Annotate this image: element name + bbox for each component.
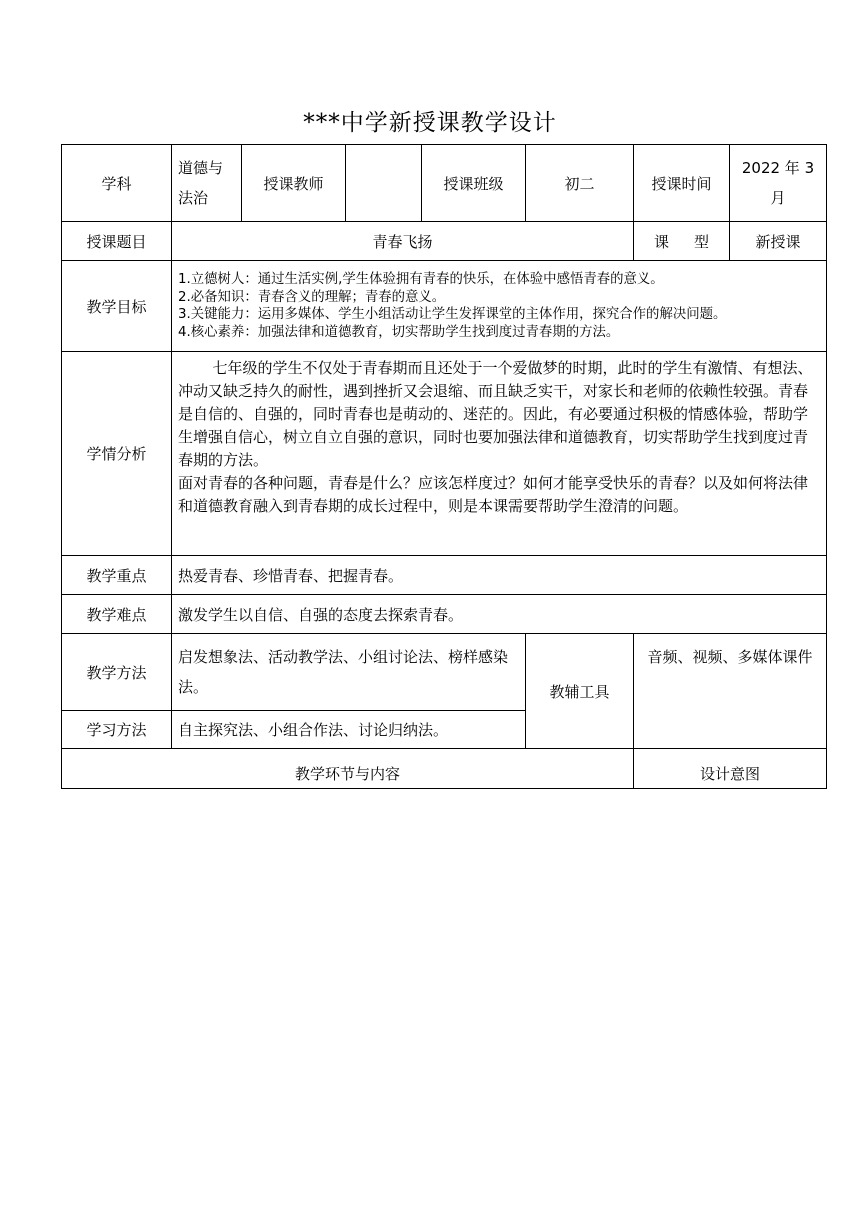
objectives-row <box>62 261 827 352</box>
difficulty-value: 激发学生以自信、自强的态度去探索青春。 <box>172 595 827 634</box>
time-label: 授课时间 <box>634 145 730 222</box>
difficulty-row <box>62 595 827 634</box>
tools-value: 音频、视频、多媒体课件 <box>634 634 827 749</box>
learning-method-value: 自主探究法、小组合作法、讨论归纳法。 <box>172 711 526 749</box>
objectives-list <box>172 261 827 352</box>
intent-label: 设计意图 <box>634 749 827 789</box>
analysis-label: 学情分析 <box>62 352 172 556</box>
teacher-label: 授课教师 <box>242 145 346 222</box>
type-label-right: 型 <box>693 232 709 251</box>
teacher-value <box>346 145 422 222</box>
key-point-row <box>62 556 827 595</box>
objective-item: 1.立德树人：通过生活实例,学生体验拥有青春的快乐，在体验中感悟青春的意义。 <box>178 272 664 287</box>
difficulty-label: 教学难点 <box>62 595 172 634</box>
key-point-label: 教学重点 <box>62 556 172 595</box>
learning-method-label: 学习方法 <box>62 711 172 749</box>
analysis-content <box>172 352 827 556</box>
teaching-method-label: 教学方法 <box>62 634 172 711</box>
page-title: ***中学新授课教学设计 <box>303 110 557 136</box>
process-header-row <box>62 749 827 789</box>
tools-label: 教辅工具 <box>526 634 634 749</box>
analysis-paragraph-1: 七年级的学生不仅处于青春期而且还处于一个爱做梦的时期，此时的学生有激情、有想法、冲动又缺乏持久的耐性，遇到挫折又会退缩、而且缺乏实干，对家长和老师的依赖性较强。青春是自信的、自强的，同时青春也是萌动的、迷茫的。因此，有必要通过积极的情感体验，帮助学生增强自信心，树立自立自强的意识，同时也要加强法律和道德教育，切实帮助学生找到度过青春期的方法。 <box>178 359 813 469</box>
time-value: 2022 年 3 月 <box>730 145 827 222</box>
type-value: 新授课 <box>730 222 827 261</box>
topic-row <box>62 222 827 261</box>
process-label: 教学环节与内容 <box>62 749 634 789</box>
objective-item: 4.核心素养：加强法律和道德教育，切实帮助学生找到度过青春期的方法。 <box>178 324 620 340</box>
analysis-row <box>62 352 827 556</box>
key-point-value: 热爱青春、珍惜青春、把握青春。 <box>172 556 827 595</box>
subject-value: 道德与法治 <box>172 145 242 222</box>
subject-label: 学科 <box>62 145 172 222</box>
teaching-method-row <box>62 634 827 711</box>
objective-item: 2.必备知识：青春含义的理解；青春的意义。 <box>178 289 446 305</box>
lesson-plan-table <box>61 144 827 789</box>
class-value: 初二 <box>526 145 634 222</box>
topic-label: 授课题目 <box>62 222 172 261</box>
class-label: 授课班级 <box>422 145 526 222</box>
header-row <box>62 145 827 222</box>
objectives-label: 教学目标 <box>62 261 172 352</box>
type-label-left: 课 <box>654 232 670 251</box>
analysis-paragraph-2: 面对青春的各种问题，青春是什么？应该怎样度过？如何才能享受快乐的青春？以及如何将法律和道德教育融入到青春期的成长过程中，则是本课需要帮助学生澄清的问题。 <box>178 474 809 515</box>
objective-item: 3.关键能力：运用多媒体、学生小组活动让学生发挥课堂的主体作用，探究合作的解决问题。 <box>178 307 727 322</box>
type-label <box>634 222 730 261</box>
teaching-method-value: 启发想象法、活动教学法、小组讨论法、榜样感染法。 <box>172 634 526 711</box>
topic-value: 青春飞扬 <box>172 222 634 261</box>
